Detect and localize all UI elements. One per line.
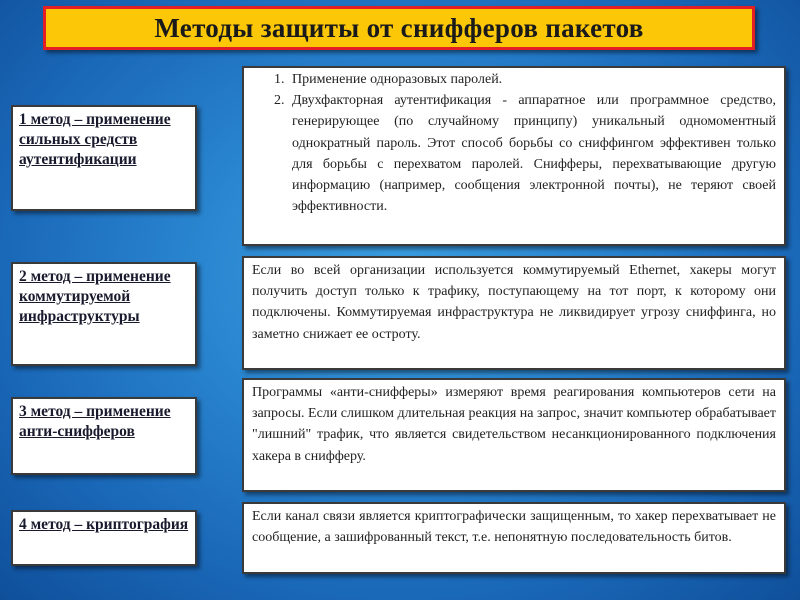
method-1-list (252, 69, 776, 217)
method-4-label: 4 метод – криптография (11, 510, 197, 566)
method-2-description: Если во всей организации используется коммутируемый Ethernet, хакеры могут получить доступ только к трафику, поступающему на тот порт, к которому они подключены. Коммутируемая инфраструктура не ликвидирует угрозу сниффинга, но заметно снижает ее остроту. (242, 256, 786, 370)
method-1-item-2: 2. Двухфакторная аутентификация - аппаратное или программное средство, генерирующее (по случайному принципу) уникальный одномоментный однократный пароль. Этот способ борьбы со сниффингом эффективен только для борьбы с перехватом паролей. Снифферы, перехватывающие другую информацию (например, сообщения электронной почты), не теряют своей эффективности. (288, 90, 776, 217)
method-3-label: 3 метод – применение анти-снифферов (11, 397, 197, 475)
method-3-description: Программы «анти-снифферы» измеряют время реагирования компьютеров сети на запросы. Если слишком длительная реакция на запрос, значит компьютер обрабатывает "лишний" трафик, что является свидетельством несанкционированного подключения хакера в снифферу. (242, 378, 786, 492)
method-4-description: Если канал связи является криптографически защищенным, то хакер перехватывает не сообщение, а зашифрованный текст, т.е. непонятную последовательность битов. (242, 502, 786, 574)
method-1-label: 1 метод – применение сильных средств аутентификации (11, 105, 197, 211)
method-1-item-1: 1. Применение одноразовых паролей. (288, 69, 776, 90)
method-2-label: 2 метод – применение коммутируемой инфраструктуры (11, 262, 197, 366)
slide-title: Методы защиты от снифферов пакетов (43, 6, 755, 50)
method-1-description (242, 66, 786, 246)
